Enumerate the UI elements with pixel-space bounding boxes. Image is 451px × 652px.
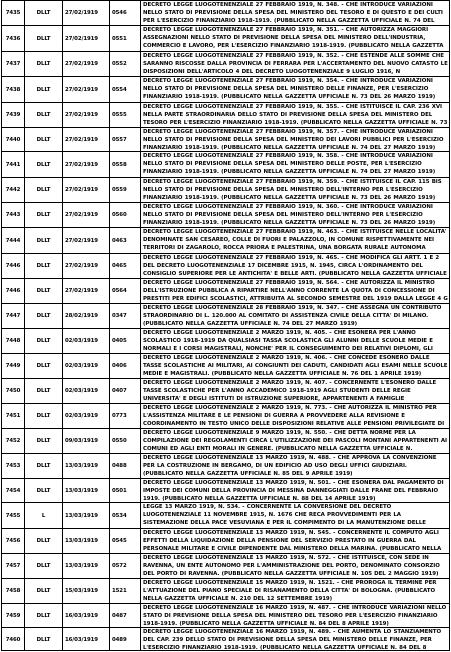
act-type-cell: [25, 26, 63, 51]
record-id: 7452: [5, 438, 21, 444]
act-description-cell: [141, 178, 449, 202]
record-id-cell: [2, 77, 25, 102]
act-description-cell: [141, 254, 449, 278]
act-description: DECRETO LEGGE LUOGOTENENZIALE 28 FEBBRAIO 1919, N. 347. - CHE ASSEGNA UN CONTRIBUTO STRAORDINARIO DI L. 120.000 AL COMITATO DI ASSISTENZA CIVILE DELLA CITTA' DI MILANO. (PUBBLICATO NELLA GAZZETTA UFFICIALE N. 74 DEL 27 MARZO 1919): [143, 305, 442, 328]
act-description-cell: [141, 604, 449, 627]
act-date-cell: [63, 203, 110, 227]
act-date: 02/03/1919: [65, 338, 98, 344]
act-number: 0546: [112, 10, 127, 16]
act-date-cell: [63, 479, 110, 502]
act-date-cell: [63, 379, 110, 403]
act-type: DLLT: [36, 463, 51, 469]
act-type: DLLT: [36, 161, 51, 168]
act-number-cell: [110, 178, 141, 202]
act-type-cell: [25, 178, 63, 202]
act-date: 27/02/1919: [65, 112, 98, 118]
act-date-cell: [63, 429, 110, 453]
record-id-cell: [2, 329, 25, 353]
act-date: 09/03/1919: [65, 438, 98, 444]
act-description-cell: [141, 554, 449, 578]
table-row: [2, 529, 449, 554]
record-id: 7444: [5, 237, 21, 244]
act-description-cell: [141, 379, 449, 403]
act-number: 0347: [112, 313, 127, 319]
record-id: 7454: [5, 487, 21, 494]
act-date-cell: [63, 279, 110, 303]
table-row: [2, 554, 449, 579]
act-type: DLLT: [36, 313, 51, 319]
act-number: 0554: [112, 86, 127, 93]
act-date: 28/02/1919: [65, 313, 98, 319]
act-number: 0552: [112, 61, 127, 67]
act-type: DLLT: [36, 563, 51, 569]
act-date: 27/02/1919: [65, 86, 98, 93]
act-type-cell: [25, 279, 63, 303]
act-number: 0551: [112, 35, 127, 42]
act-number-cell: [110, 254, 141, 278]
table-row: [2, 454, 449, 479]
act-number-cell: [110, 103, 141, 127]
act-number: 0564: [112, 288, 127, 294]
act-description: DECRETO LEGGE LUOGOTENENZIALE 16 MARZO 1919, N. 489. - CHE AUMENTA LO STANZIAMENTO DEL CAP. 239 DELLO STATO DI PREVISIONE DELLA SPESA DEL MINISTERO DELLE FINANZE, PER L'ESERCIZIO FINANZIARIO 1918-1919. (PUBBLICATO NELLA GAZZETTA UFFICIALE N. 84 DEL 8: [143, 629, 442, 651]
act-description: DECRETO LEGGE LUOGOTENENZIALE 2 MARZO 1919, N. 407. - CONCERNENTE L'ESONERO DALLE TASSE SCOLASTICHE PER L'ANNO ACCADEMICO 1918-1919 AGLI STUDENTI DELLE REGIE UNIVERSITA' E DEGLI ISTITUTI DI ISTRUZIONE SUPERIORE, APPARTENENTI A FAMIGLIE: [143, 380, 437, 403]
act-date-cell: [63, 579, 110, 603]
act-date: 27/02/1919: [65, 263, 98, 269]
act-number-cell: [110, 329, 141, 353]
record-id-cell: [2, 152, 25, 177]
act-number: 0559: [112, 187, 127, 193]
record-id: 7448: [5, 338, 21, 344]
act-type-cell: [25, 304, 63, 328]
act-number: 0501: [112, 487, 127, 494]
act-date: 13/03/1919: [65, 563, 98, 569]
act-description-cell: [141, 228, 449, 253]
act-type: DLLT: [36, 438, 51, 444]
record-id-cell: [2, 128, 25, 151]
act-date-cell: [63, 128, 110, 151]
record-id: 7441: [5, 161, 21, 168]
record-id: 7450: [5, 388, 21, 394]
act-date-cell: [63, 503, 110, 528]
act-description-cell: [141, 429, 449, 453]
act-number-cell: [110, 503, 141, 528]
act-number: 0534: [112, 512, 127, 519]
act-number-cell: [110, 279, 141, 303]
act-number-cell: [110, 152, 141, 177]
act-number-cell: [110, 404, 141, 428]
act-description-cell: [141, 503, 449, 528]
act-description-cell: [141, 304, 449, 328]
act-date-cell: [63, 152, 110, 177]
record-id: 7446: [5, 263, 21, 269]
act-date: 27/02/1919: [65, 237, 98, 244]
act-description-cell: [141, 1, 449, 25]
record-id-cell: [2, 554, 25, 578]
record-id-cell: [2, 628, 25, 651]
act-number-cell: [110, 52, 141, 76]
act-number-cell: [110, 128, 141, 151]
act-number-cell: [110, 203, 141, 227]
record-id-cell: [2, 1, 25, 25]
act-description: DECRETO LEGGE LUOGOTENENZIALE 27 FEBBRAIO 1919, N. 358. - CHE INTRODUCE VARIAZIONI NELLO STATO DI PREVISIONE DELLA SPESA DEL MINISTERO DELLE POSTE, PER L'ESERCIZIO FINANZIARIO 1918-1919. (PUBBLICATO NELLA GAZZETTA UFFICIALE N. 74 DEL 27 MARZO 1919): [143, 153, 436, 176]
act-date-cell: [63, 454, 110, 478]
act-type: DLLT: [36, 112, 51, 118]
act-description: DECRETO LEGGE LUOGOTENENZIALE 27 FEBBRAIO 1919, N. 355. - CHE ISTITUISCE IL CAP. 236 XVI NELLA PARTE STRAORDINARIA DELLO STATO DI PREVISIONE DELLA SPESA DEL MINISTERO DEL TESORO PER L'ESERCIZIO FINANZIARIO 1918-1919. (PUBBLICATO NELLA GAZZETTA UFFICIALE N. 73: [143, 104, 448, 127]
act-number-cell: [110, 429, 141, 453]
act-type: DLLT: [36, 413, 51, 419]
record-id: 7456: [5, 538, 21, 544]
act-number: 0773: [112, 413, 127, 419]
table-row: [2, 203, 449, 228]
act-number-cell: [110, 26, 141, 51]
act-date-cell: [63, 304, 110, 328]
act-description: DECRETO LEGGE LUOGOTENENZIALE 27 FEBBRAIO 1919, N. 359. - CHE ISTITUISCE IL CAP. 115 BIS NELLO STATO DI PREVISIONE DELLA SPESA DEL MINISTERO DELL'INTERNO PER L'ESERCIZIO FINANZIARIO 1918-1919. (PUBBLICATO NELLA GAZZETTA UFFICIALE N. 73 DEL 26 MARZO 1919): [143, 179, 442, 202]
act-date: 13/03/1919: [65, 538, 98, 544]
act-type-cell: [25, 52, 63, 76]
act-description-cell: [141, 404, 449, 428]
table-row: [2, 26, 449, 52]
act-number-cell: [110, 379, 141, 403]
act-date: 02/03/1919: [65, 413, 98, 419]
act-description: DECRETO LEGGE LUOGOTENENZIALE 27 FEBBRAIO 1919, N. 564. - CHE AUTORIZZA IL MINISTRO DELL'ISTRUZIONE PUBBLICA A RIPARTIRE NELL'ANNO CORRENTE LA QUOTA DI CONCESSIONE DI PRESTITI PER EDIFICI SCOLASTICI, ATTRIBUITA AL SECONDO SEMESTRE DEL 1919 DALLA LEGGE 4 G: [143, 280, 448, 303]
act-type-cell: [25, 1, 63, 25]
act-number: 0407: [112, 388, 127, 394]
record-id: 7453: [5, 463, 21, 469]
record-id-cell: [2, 178, 25, 202]
record-id-cell: [2, 604, 25, 627]
act-type: DLLT: [36, 538, 51, 544]
table-row: [2, 429, 449, 454]
act-type-cell: [25, 454, 63, 478]
act-type-cell: [25, 479, 63, 502]
act-date: 13/03/1919: [65, 512, 98, 519]
record-id-cell: [2, 254, 25, 278]
record-id: 7449: [5, 363, 21, 369]
act-date-cell: [63, 329, 110, 353]
act-type-cell: [25, 404, 63, 428]
act-type-cell: [25, 329, 63, 353]
act-type: DLLT: [36, 612, 51, 619]
record-id: 7437: [5, 61, 21, 67]
act-type: DLLT: [36, 86, 51, 93]
act-number: 1521: [112, 588, 127, 594]
act-description-cell: [141, 77, 449, 102]
record-id: 7457: [5, 563, 21, 569]
act-type: DLLT: [36, 487, 51, 494]
table-row: [2, 52, 449, 77]
record-id: 7438: [5, 86, 21, 93]
act-date-cell: [63, 103, 110, 127]
act-number: 0545: [112, 538, 127, 544]
act-number-cell: [110, 604, 141, 627]
act-date: 27/02/1919: [65, 10, 98, 16]
act-description-cell: [141, 128, 449, 151]
act-description: DECRETO LEGGE LUOGOTENENZIALE 13 MARZO 1919, N. 501. - CHE ESONERA DAL PAGAMENTO DI IMPOSTE DEI COMUNI DELLA PROVINCIA DI MESSINA DANNEGGIATI DALLE FRANE DEL FEBBRAIO 1919. (PUBBLICATO NELLA GAZZETTA UFFICIALE N. 88 DEL 14 APRILE 1919): [143, 480, 444, 503]
act-description-cell: [141, 454, 449, 478]
act-description-cell: [141, 628, 449, 651]
act-description: DECRETO LEGGE LUOGOTENENZIALE 27 FEBBRAIO 1919, N. 354. - CHE INTRODUCE VARIAZIONI NELLO STATO DI PREVISIONE DELLA SPESA DEL MINISTERO DELLE FINANZE, PER L'ESERCIZIO FINANZIARIO 1918-1919. (PUBBLICATO NELLA GAZZETTA UFFICIALE N. 73 DEL 26 MARZO 1919): [143, 78, 436, 101]
act-number: 0488: [112, 463, 127, 469]
record-id-cell: [2, 579, 25, 603]
act-description-cell: [141, 329, 449, 353]
act-type-cell: [25, 529, 63, 553]
act-description: DECRETO LEGGE LUOGOTENENZIALE 16 MARZO 1919, N. 487. - CHE INTRODUCE VARIAZIONI NELLO STATO DI PREVISIONE DELLA SPESA DEL MINISTERO DEL TESORO PER L'ESERCIZIO FINANZIARIO 1918-1919. (PUBBLICATO NELLA GAZZETTA UFFICIALE N. 84 DEL 8 APRILE 1919): [143, 605, 447, 628]
act-type: DLLT: [36, 363, 51, 369]
record-id-cell: [2, 52, 25, 76]
act-description: DECRETO LEGGE LUOGOTENENZIALE 27 FEBBRAIO 1919, N. 463. - CHE ISTITUISCE NELLE LOCALITA' DENOMINATE SAN CESAREO, COLLE DI FUORI E PALAZZOLO, IN COMUNE RISPETTIVAMENTE NEI TERRITORI DI ZAGAROLO, ROCCA PRIORA E PALESTRINA, UNA BORGATA RURALE AUTONOMA: [143, 229, 447, 252]
act-number-cell: [110, 77, 141, 102]
table-row: [2, 103, 449, 128]
act-description: DECRETO LEGGE LUOGOTENENZIALE 13 MARZO 1919, N. 488. - CHE APPROVA LA CONVENZIONE PER LA COSTRUZIONE IN BERGAMO, DI UN EDIFICIO AD USO DEGLI UFFICI GIUDIZIARI. (PUBBLICATO NELLA GAZZETTA UFFICIALE N. 85 DEL 9 APRILE 1919): [143, 455, 437, 478]
record-id-cell: [2, 529, 25, 553]
act-number-cell: [110, 529, 141, 553]
act-type-cell: [25, 77, 63, 102]
document-table: [1, 0, 450, 651]
act-type: DLLT: [36, 237, 51, 244]
act-type-cell: [25, 152, 63, 177]
act-number: 0558: [112, 161, 127, 168]
act-date: 02/03/1919: [65, 388, 98, 394]
table-row: [2, 77, 449, 103]
act-date-cell: [63, 1, 110, 25]
table-row: [2, 128, 449, 152]
act-description-cell: [141, 529, 449, 553]
table-row: [2, 379, 449, 404]
record-id: 7442: [5, 187, 21, 193]
act-date: 27/02/1919: [65, 288, 98, 294]
act-description: DECRETO LEGGE LUOGOTENENZIALE 27 FEBBRAIO 1919, N. 465. - CHE MODIFICA GLI ARTT. 1 E 2 DEL DECRETO LUOGOTENENZIALE 17 DICEMBRE 1915, N. 1945, CIRCA L'ORDINAMENTO DEL CONSIGLIO SUPERIORE PER LE ANTICHITA' E BELLE ARTI. (PUBBLICATO NELLA GAZZETTA UFFICIALE: [143, 255, 447, 278]
act-number-cell: [110, 228, 141, 253]
act-date: 16/03/1919: [65, 612, 98, 619]
act-description: DECRETO LEGGE LUOGOTENENZIALE 15 MARZO 1919, N. 1521. - CHE PROROGA IL TERMINE PER L'ATTUAZIONE DEL PIANO SPECIALE DI RISANAMENTO DELLA CITTA' DI BOLOGNA. (PUBBLICATO NELLA GAZZETTA UFFICIALE N. 210 DEL 12 SETTEMBRE 1919): [143, 580, 437, 603]
record-id-cell: [2, 103, 25, 127]
act-date-cell: [63, 77, 110, 102]
act-description-cell: [141, 152, 449, 177]
act-date: 27/02/1919: [65, 187, 98, 193]
act-date: 16/03/1919: [65, 636, 98, 643]
act-date-cell: [63, 354, 110, 378]
act-date: 02/03/1919: [65, 363, 98, 369]
act-description-cell: [141, 103, 449, 127]
act-type: DLLT: [36, 35, 51, 42]
record-id: 7439: [5, 112, 21, 118]
record-id-cell: [2, 228, 25, 253]
act-number: 0487: [112, 612, 127, 619]
act-date: 15/03/1919: [65, 588, 98, 594]
act-date: 13/03/1919: [65, 487, 98, 494]
table-row: [2, 479, 449, 503]
act-date-cell: [63, 254, 110, 278]
act-description-cell: [141, 354, 449, 378]
act-description-cell: [141, 26, 449, 51]
act-type-cell: [25, 628, 63, 651]
table-row: [2, 304, 449, 329]
act-description: DECRETO LEGGE LUOGOTENENZIALE 2 MARZO 1919, N. 773. - CHE AUTORIZZA IL MINISTRO PER L'ASSISTENZA MILITARE E LE PENSIONI DI GUERRA A PROVVEDERE ALLA REVISIONE E COORDINAMENTO IN TESTO UNICO DELLE DISPOSIZIONI RELATIVE ALLE PENSIONI PRIVILEGIATE DI: [143, 405, 445, 428]
act-number: 0557: [112, 136, 127, 143]
act-date: 27/02/1919: [65, 161, 98, 168]
act-number-cell: [110, 554, 141, 578]
act-type-cell: [25, 354, 63, 378]
act-date-cell: [63, 404, 110, 428]
act-number: 0405: [112, 338, 127, 344]
act-type: DLLT: [36, 10, 51, 16]
act-number: 0555: [112, 112, 127, 118]
act-number-cell: [110, 1, 141, 25]
act-number-cell: [110, 354, 141, 378]
record-id: 7459: [5, 612, 21, 619]
table-row: [2, 628, 449, 651]
act-description-cell: [141, 52, 449, 76]
act-number-cell: [110, 304, 141, 328]
act-type: DLLT: [36, 388, 51, 394]
act-type: DLLT: [36, 136, 51, 143]
act-description: DECRETO LEGGE LUOGOTENENZIALE 2 MARZO 1919, N. 405. - CHE ESONERA PER L'ANNO SCOLASTICO 1918-1919 DA QUALSIASI TASSA SCOLASTICA GLI ALUNNI DELLE SCUOLE MEDIE E NORMALI E I CORSI MAGISTRALI, NONCHE' PER IL CONSEGUIMENTO DEI RELATIVI DIPLOMI, GLI: [143, 330, 433, 353]
record-id-cell: [2, 404, 25, 428]
act-type-cell: [25, 604, 63, 627]
table-row: [2, 1, 449, 26]
act-type-cell: [25, 429, 63, 453]
record-id: 7458: [5, 588, 21, 594]
act-date-cell: [63, 52, 110, 76]
act-type: DLLT: [36, 288, 51, 294]
act-type-cell: [25, 254, 63, 278]
act-type-cell: [25, 579, 63, 603]
act-description: DECRETO LEGGE LUOGOTENENZIALE 27 FEBBRAIO 1919, N. 348. - CHE INTRODUCE VARIAZIONI NELLO STATO DI PREVISIONE DELLA SPESA DEL MINISTERO DEL TESORO E DI QUESTO E DEI CULTI PER L'ESERCIZIO FINANZIARIO 1918-1919. (PUBBLICATO NELLA GAZZETTA UFFICIALE N. 74 DEL: [143, 2, 443, 25]
act-type: DLLT: [36, 212, 51, 218]
act-number: 0465: [112, 263, 127, 269]
act-date: 27/02/1919: [65, 61, 98, 67]
record-id: 7451: [5, 413, 21, 419]
table-row: [2, 503, 449, 529]
act-type-cell: [25, 503, 63, 528]
act-type: DLLT: [36, 588, 51, 594]
record-id: 7435: [5, 10, 21, 16]
act-type: DLLT: [36, 263, 51, 269]
act-date-cell: [63, 26, 110, 51]
table-row: [2, 228, 449, 254]
record-id-cell: [2, 379, 25, 403]
table-row: [2, 279, 449, 304]
act-description-cell: [141, 579, 449, 603]
record-id: 7443: [5, 212, 21, 218]
act-number: 0489: [112, 636, 127, 643]
record-id-cell: [2, 429, 25, 453]
table-row: [2, 579, 449, 604]
table-row: [2, 254, 449, 279]
table-row: [2, 354, 449, 379]
act-description: DECRETO LEGGE LUOGOTENENZIALE 27 FEBBRAIO 1919, N. 357. - CHE INTRODUCE VARIAZIONI NELLO STATO DI PREVISIONE DELLA SPESA DEL MINISTERO DEI LAVORI PUBBLICI PER L'ESERCIZIO FINANZIARIO 1918-1919. (PUBBLICATO NELLA GAZZETTA UFFICIALE N. 74 DEL 27 MARZO 1919): [143, 129, 444, 152]
act-type-cell: [25, 228, 63, 253]
record-id-cell: [2, 503, 25, 528]
record-id: 7460: [5, 636, 21, 643]
act-type: DLLT: [36, 338, 51, 344]
act-description: DECRETO LEGGE LUOGOTENENZIALE 13 MARZO 1919, N. 572. - CHE ISTITUISCE, CON SEDE IN RAVENNA, UN ENTE AUTONOMO PER L'AMMINISTRAZIONE DEL PORTO, DENOMINATO CONSORZIO DEL PORTO DI RAVENNA. (PUBBLICATO NELLA GAZZETTA UFFICIALE N. 105 DEL 2 MAGGIO 1919): [143, 555, 440, 578]
act-type-cell: [25, 128, 63, 151]
act-number: 0572: [112, 563, 127, 569]
act-number: 0406: [112, 363, 127, 369]
table-row: [2, 404, 449, 429]
act-description-cell: [141, 203, 449, 227]
act-date: 27/02/1919: [65, 136, 98, 143]
record-id-cell: [2, 454, 25, 478]
table-row: [2, 178, 449, 203]
act-number-cell: [110, 579, 141, 603]
act-type-cell: [25, 554, 63, 578]
act-description: LEGGE 13 MARZO 1919, N. 534. - CONCERNENTE LA CONVERSIONE DEL DECRETO LUOGOTENENZIALE 11 NOVEMBRE 1915, N. 1676 CHE RECA PROVVEDIMENTI PER LA SISTEMAZIONE DELLA PACE VESUVIANA E PER IL COMPIMENTO DI LA MANUTENZIONE DELLE: [143, 504, 426, 527]
act-number: 0560: [112, 212, 127, 218]
table-row: [2, 152, 449, 178]
act-description-cell: [141, 279, 449, 303]
act-number: 0550: [112, 438, 127, 444]
act-number-cell: [110, 479, 141, 502]
act-date-cell: [63, 228, 110, 253]
act-number-cell: [110, 454, 141, 478]
act-description: DECRETO LEGGE LUOGOTENENZIALE 13 MARZO 1919, N. 545. - CONCERNENTE IL COMPUTO AGLI EFFETTI DELLA LIQUIDAZIONE DELLA PENSIONE DEL SERVIZIO PRESTATO IN GUERRA DAL PERSONALE MILITARE E CIVILE DIPENDENTE DAL MINISTERO DELLA MARINA. (PUBBLICATO NELLA: [143, 530, 442, 553]
act-description: DECRETO LEGGE LUOGOTENENZIALE 27 FEBBRAIO 1919, N. 360. - CHE INTRODUCE VARIAZIONI NELLO STATO DI PREVISIONE DELLA SPESA DEL MINISTERO DELL'INTERNO PER L'ESERCIZIO FINANZIARIO 1918-1919. (PUBBLICATO NELLA GAZZETTA UFFICIALE N. 73 DEL 26 MARZO 1919): [143, 204, 436, 227]
record-id: 7446: [5, 288, 21, 294]
record-id: 7436: [5, 35, 21, 42]
act-date: 13/03/1919: [65, 463, 98, 469]
act-date-cell: [63, 529, 110, 553]
act-description: DECRETO LEGGE LUOGOTENENZIALE 2 MARZO 1919, N. 406. - CHE CONCEDE ESONERO DALLE TASSE SCOLASTICHE AI MILITARI, AI CONGIUNTI DEI CADUTI, CANDIDATI AGLI ESAMI NELLE SCUOLE MEDIE E MAGISTRALI. (PUBBLICATO NELLA GAZZETTA UFFICIALE N. 76 DEL 1 APRILE 1919): [143, 355, 448, 378]
record-id: 7455: [5, 512, 21, 519]
act-description: DECRETO LEGGE LUOGOTENENZIALE 27 FEBBRAIO 1919, N. 352. - CHE ESTENDE ALLE SOMME CHE SARANNO RISCOSSE DALLA PROVINCIA DI FERRARA PER L'ACCERTAMENTO DEL NUOVO CATASTO LE DISPOSIZIONI DELL'ARTICOLO 4 DEL DECRETO LUOGOTENENZIALE 9 LUGLIO 1916, N: [143, 53, 448, 76]
act-date-cell: [63, 628, 110, 651]
act-number-cell: [110, 628, 141, 651]
record-id: 7447: [5, 313, 21, 319]
act-date: 27/02/1919: [65, 35, 98, 42]
act-date: 27/02/1919: [65, 212, 98, 218]
act-date-cell: [63, 554, 110, 578]
act-description: DECRETO LEGGE LUOGOTENENZIALE 9 MARZO 1919, N. 550. - CHE DETTA NORME PER LA COMPILAZIONE DEI REGOLAMENTI CIRCA L'UTILIZZAZIONE DEI PASCOLI MONTANI APPARTENENTI AI COMUNI ED AGLI ENTI MORALI IN GENERE. (PUBBLICATO NELLA GAZZETTA UFFICIALE N.: [143, 430, 447, 453]
act-type-cell: [25, 103, 63, 127]
act-type: L: [41, 512, 46, 519]
record-id-cell: [2, 354, 25, 378]
act-number: 0463: [112, 237, 127, 244]
record-id-cell: [2, 279, 25, 303]
record-id-cell: [2, 26, 25, 51]
act-type: DLLT: [36, 636, 51, 643]
act-type-cell: [25, 379, 63, 403]
record-id-cell: [2, 479, 25, 502]
act-date-cell: [63, 178, 110, 202]
act-type: DLLT: [36, 61, 51, 67]
act-type: DLLT: [36, 187, 51, 193]
act-description: DECRETO LEGGE LUOGOTENENZIALE 27 FEBBRAIO 1919, N. 351. - CHE AUTORIZZA MAGGIORI ASSEGNAZIONI NELLO STATO DI PREVISIONE DELLA SPESA DEL MINISTERO DELL'INDUSTRIA, COMMERCIO E LAVORO, PER L'ESERCIZIO FINANZIARIO 1918-1919. (PUBBLICATO NELLA GAZZETTA: [143, 27, 444, 50]
table-row: [2, 604, 449, 628]
record-id: 7440: [5, 136, 21, 143]
record-id-cell: [2, 304, 25, 328]
table-row: [2, 329, 449, 354]
act-description-cell: [141, 479, 449, 502]
act-date-cell: [63, 604, 110, 627]
act-type-cell: [25, 203, 63, 227]
record-id-cell: [2, 203, 25, 227]
